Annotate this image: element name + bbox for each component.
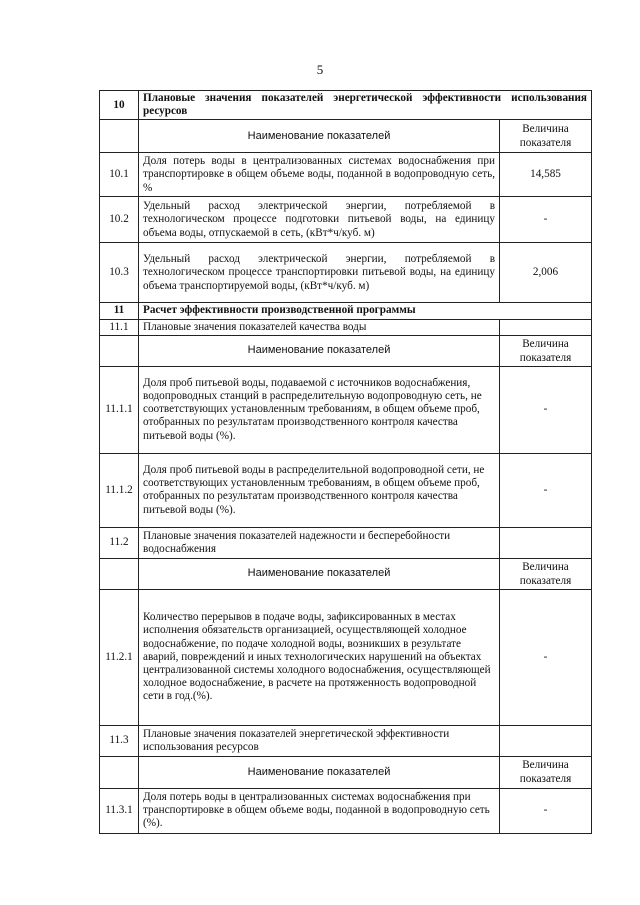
subsection-row bbox=[100, 319, 592, 335]
row-value: - bbox=[500, 366, 592, 453]
row-number: 10.1 bbox=[100, 153, 139, 197]
row-value: 2,006 bbox=[500, 243, 592, 303]
row-number: 11.2.1 bbox=[100, 589, 139, 725]
section-10-row bbox=[100, 91, 592, 120]
table-header-row bbox=[100, 756, 592, 788]
table-row bbox=[100, 453, 592, 527]
table-header-row bbox=[100, 120, 592, 153]
row-text: Удельный расход электрической энергии, потребляемой в технологическом процессе подготовки питьевой воды, на единицу объема воды, отпускаемой в сеть, (кВт*ч/куб. м) bbox=[139, 197, 500, 243]
header-name: Наименование показателей bbox=[139, 756, 500, 788]
row-number: 11.1.1 bbox=[100, 366, 139, 453]
section-number: 10 bbox=[100, 91, 139, 120]
row-number: 11.1.2 bbox=[100, 453, 139, 527]
row-text: Доля потерь воды в централизованных системах водоснабжения при транспортировке в общем объеме воды, поданной в водопроводную сеть (%). bbox=[139, 788, 500, 833]
table-header-row bbox=[100, 335, 592, 366]
header-name: Наименование показателей bbox=[139, 558, 500, 589]
section-number: 11 bbox=[100, 303, 139, 319]
header-name: Наименование показателей bbox=[139, 335, 500, 366]
header-value: Величина показателя bbox=[500, 335, 592, 366]
row-value: 14,585 bbox=[500, 153, 592, 197]
table-row bbox=[100, 153, 592, 197]
table-row bbox=[100, 788, 592, 833]
table-row bbox=[100, 589, 592, 725]
page-number: 5 bbox=[316, 62, 324, 77]
subsection-title: Плановые значения показателей энергетической эффективности использования ресурсов bbox=[139, 725, 500, 756]
header-value: Величина показателя bbox=[500, 120, 592, 153]
header-name: Наименование показателей bbox=[139, 120, 500, 153]
section-11-row bbox=[100, 303, 592, 319]
subsection-number: 11.1 bbox=[100, 319, 139, 335]
row-text: Доля проб питьевой воды в распределительной водопроводной сети, не соответствующих установленным требованиям, в общем объеме проб, отобранных по результатам производственного контроля качества питьевой воды (%). bbox=[139, 453, 500, 527]
row-value: - bbox=[500, 788, 592, 833]
section-title: Плановые значения показателей энергетической эффективности использования ресурсов bbox=[139, 91, 592, 120]
row-number: 11.3.1 bbox=[100, 788, 139, 833]
subsection-row bbox=[100, 725, 592, 756]
row-text: Доля потерь воды в централизованных системах водоснабжения при транспортировке в общем объеме воды, поданной в водопроводную сеть, % bbox=[139, 153, 500, 197]
section-title: Расчет эффективности производственной программы bbox=[139, 303, 592, 319]
row-number: 10.3 bbox=[100, 243, 139, 303]
subsection-number: 11.3 bbox=[100, 725, 139, 756]
row-value: - bbox=[500, 589, 592, 725]
row-value: - bbox=[500, 453, 592, 527]
row-text: Доля проб питьевой воды, подаваемой с источников водоснабжения, водопроводных станций в распределительную водопроводную сеть, не соответствующих установленным требованиям, в общем объеме проб, отобранных по результатам производственного контроля качества питьевой воды (%). bbox=[139, 366, 500, 453]
header-value: Величина показателя bbox=[500, 756, 592, 788]
subsection-title: Плановые значения показателей качества воды bbox=[139, 319, 500, 335]
row-value: - bbox=[500, 197, 592, 243]
subsection-row bbox=[100, 527, 592, 558]
row-text: Количество перерывов в подаче воды, зафиксированных в местах исполнения обязательств организацией, осуществляющей холодное водоснабжение, по подаче холодной воды, возникших в результате аварий, повреждений и иных технологических нарушений на объектах централизованной системы холодного водоснабжения, осуществляющей холодное водоснабжение, в расчете на протяженность водопроводной сети в год.(%). bbox=[139, 589, 500, 725]
row-text: Удельный расход электрической энергии, потребляемой в технологическом процессе транспортировки питьевой воды, на единицу объема транспортируемой воды, (кВт*ч/куб. м) bbox=[139, 243, 500, 303]
subsection-number: 11.2 bbox=[100, 527, 139, 558]
subsection-title: Плановые значения показателей надежности и бесперебойности водоснабжения bbox=[139, 527, 500, 558]
row-number: 10.2 bbox=[100, 197, 139, 243]
table-header-row bbox=[100, 558, 592, 589]
table-row bbox=[100, 366, 592, 453]
table-row bbox=[100, 197, 592, 243]
indicators-table bbox=[99, 90, 592, 834]
table-row bbox=[100, 243, 592, 303]
header-value: Величина показателя bbox=[500, 558, 592, 589]
